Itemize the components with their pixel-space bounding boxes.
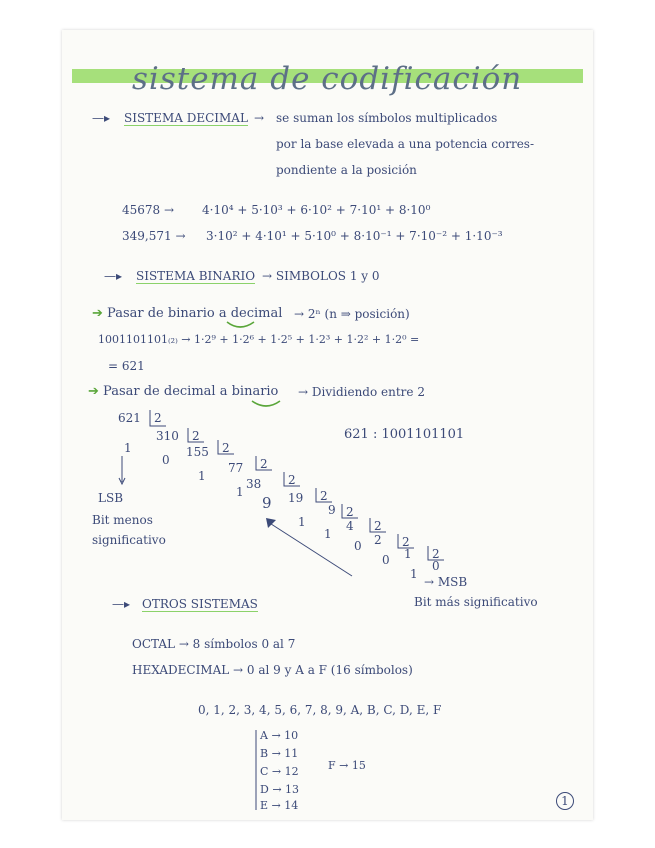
divisor: 2	[402, 535, 410, 549]
octal-line: OCTAL → 8 símbolos 0 al 7	[132, 637, 296, 651]
notebook-page	[62, 30, 593, 820]
remainder: 1	[410, 567, 418, 581]
remainder: 0	[162, 453, 170, 467]
decimal-desc-line-3: pondiente a la posición	[276, 163, 417, 177]
binario-symbols: → SIMBOLOS 1 y 0	[262, 269, 380, 283]
remainder: 1	[198, 469, 206, 483]
dividend: 9	[328, 503, 336, 517]
remainder: 1	[324, 527, 332, 541]
remainder: 0	[382, 553, 390, 567]
final-quotient: 0	[432, 559, 440, 573]
hex-map-b: B → 11	[260, 747, 299, 760]
bin-to-dec-result: = 621	[108, 359, 145, 373]
dividend: 9	[262, 494, 272, 512]
decimal-desc-line-1: se suman los símbolos multiplicados	[276, 111, 498, 125]
decimal-desc-arrow: →	[254, 111, 265, 125]
dividend: 621	[118, 411, 141, 425]
msb-description: Bit más significativo	[414, 595, 538, 609]
page-number: 1	[556, 792, 574, 810]
msb-label: → MSB	[424, 575, 468, 589]
page-title: sistema de codificación	[132, 61, 523, 97]
remainder: 0	[354, 539, 362, 553]
green-arc	[227, 322, 254, 327]
ink-strokes	[62, 30, 593, 820]
bin-to-dec-expression: 1001101101₍₂₎ → 1·2⁹ + 1·2⁶ + 1·2⁵ + 1·2³ + 1·2² + 1·2⁰ =	[98, 333, 420, 346]
lsb-label: LSB	[98, 491, 124, 505]
dividend: 4	[346, 519, 354, 533]
green-arrow-icon: ➔	[92, 306, 103, 321]
decimal-example-1-number: 45678 →	[122, 203, 175, 217]
divisor: 2	[288, 473, 296, 487]
binario-heading: SISTEMA BINARIO	[136, 269, 256, 283]
decimal-arrow: —▸	[92, 111, 111, 125]
dividend: 310	[156, 429, 179, 443]
decimal-example-1-expansion: 4·10⁴ + 5·10³ + 6·10² + 7·10¹ + 8·10⁰	[202, 203, 431, 217]
hex-map-e: E → 14	[260, 799, 299, 812]
divisor: 2	[260, 457, 268, 471]
decimal-heading: SISTEMA DECIMAL	[124, 111, 248, 125]
order-arrow	[268, 519, 354, 576]
dividend: 19	[288, 491, 304, 505]
dec-to-bin-result: 621 : 1001101101	[344, 427, 465, 442]
dividend: 77	[228, 461, 244, 475]
dividend: 2	[374, 533, 382, 547]
decimal-desc-line-2: por la base elevada a una potencia corres-	[276, 137, 535, 151]
dividend: 155	[186, 445, 209, 459]
decimal-example-2-expansion: 3·10² + 4·10¹ + 5·10⁰ + 8·10⁻¹ + 7·10⁻² + 1·10⁻³	[206, 229, 503, 243]
decimal-example-2-number: 349,571 →	[122, 229, 186, 243]
lsb-description-line-1: Bit menos	[92, 513, 153, 527]
hex-map-a: A → 10	[260, 729, 299, 742]
remainder: 1	[124, 441, 132, 455]
hex-symbol-list: 0, 1, 2, 3, 4, 5, 6, 7, 8, 9, A, B, C, D, E, F	[198, 703, 442, 717]
binario-arrow: —▸	[104, 269, 123, 283]
dividend: 1	[404, 547, 412, 561]
lsb-description-line-2: significativo	[92, 533, 166, 547]
otros-heading: OTROS SISTEMAS	[142, 597, 258, 611]
hex-map-f: F → 15	[328, 759, 366, 772]
divisor: 2	[222, 441, 230, 455]
divisor: 2	[432, 547, 440, 561]
hex-map-c: C → 12	[260, 765, 299, 778]
bin-to-dec-rule: → 2ⁿ (n ⇒ posición)	[294, 307, 410, 321]
bin-to-dec-title: ➔ Pasar de binario a decimal	[92, 306, 283, 321]
hex-map-d: D → 13	[260, 783, 300, 796]
division-brackets	[150, 410, 444, 560]
dec-to-bin-rule: → Dividiendo entre 2	[298, 385, 425, 399]
remainder: 1	[298, 515, 306, 529]
dec-to-bin-title: ➔ Pasar de decimal a binario	[88, 384, 279, 399]
otros-arrow: —▸	[112, 597, 131, 611]
remainder: 1	[236, 485, 244, 499]
divisor: 2	[192, 429, 200, 443]
divisor: 2	[320, 489, 328, 503]
divisor: 2	[346, 505, 354, 519]
green-arrow-icon: ➔	[88, 384, 99, 399]
divisor: 2	[154, 411, 162, 425]
green-arc	[252, 401, 280, 406]
hex-line: HEXADECIMAL → 0 al 9 y A a F (16 símbolos)	[132, 663, 413, 677]
divisor: 2	[374, 519, 382, 533]
dividend: 38	[246, 477, 262, 491]
